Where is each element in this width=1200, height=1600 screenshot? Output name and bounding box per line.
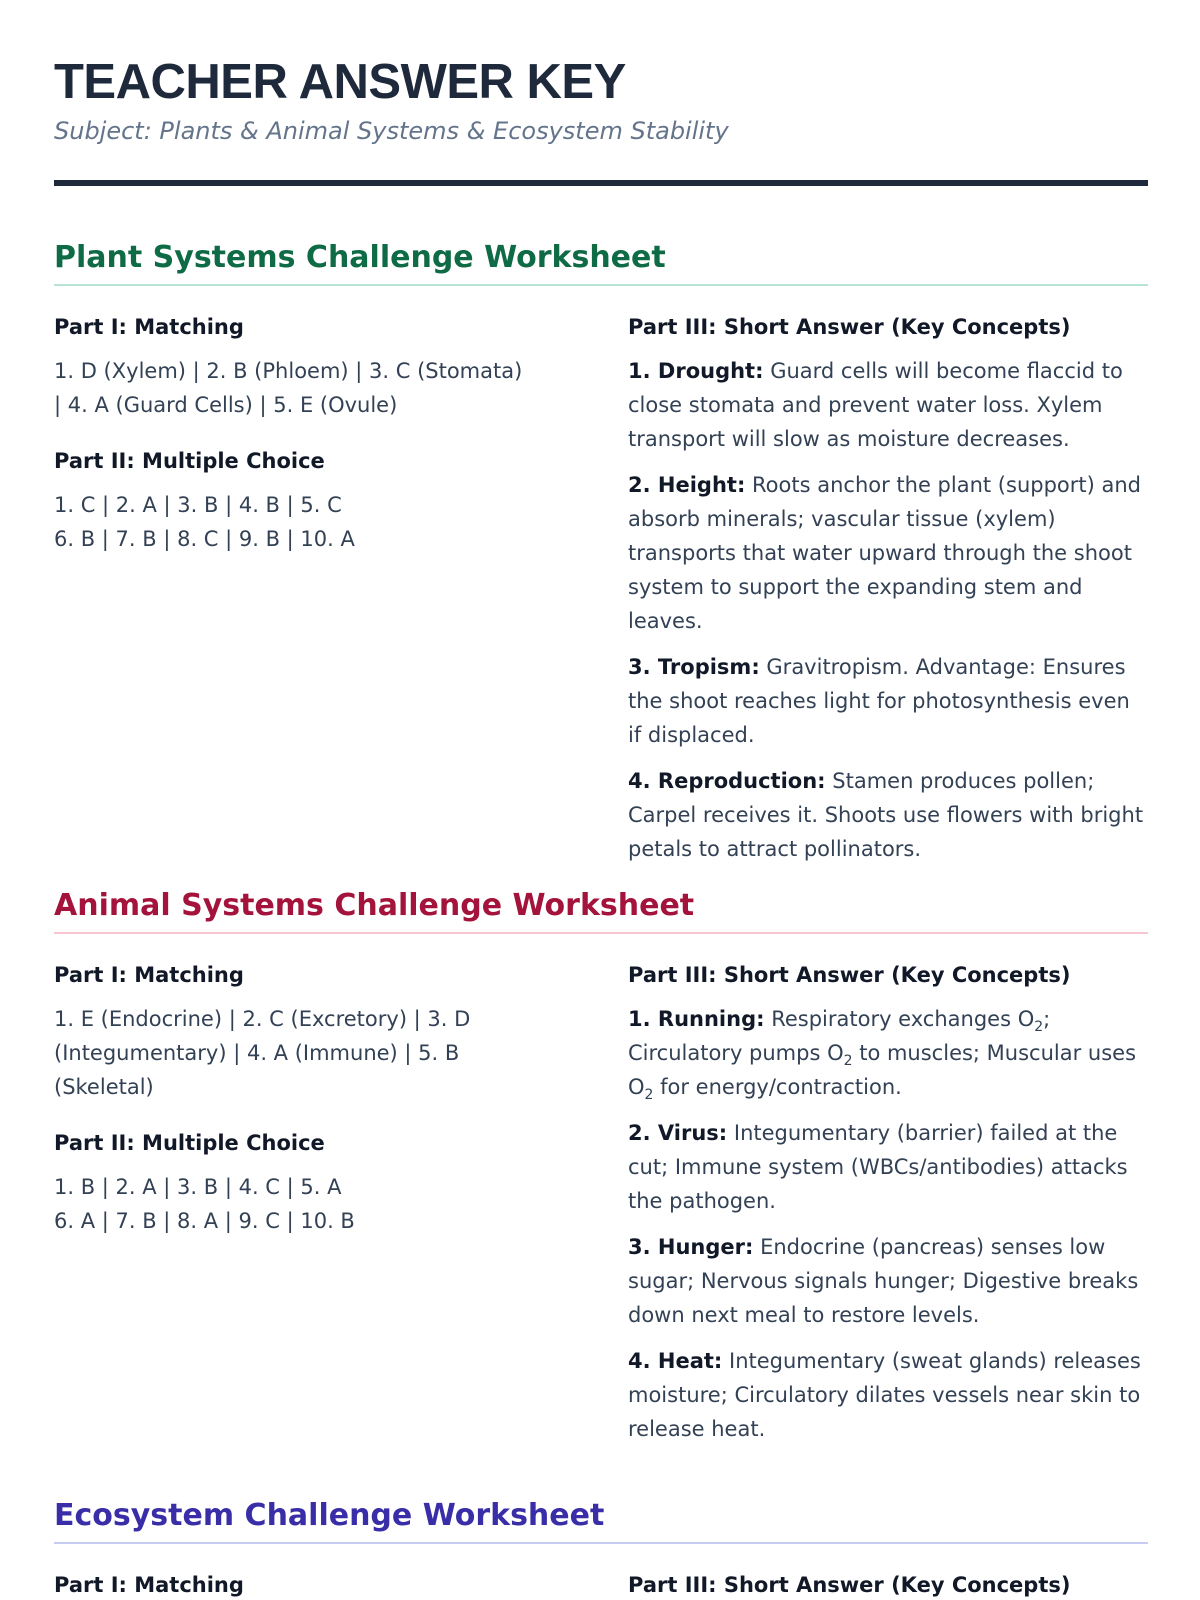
answer-label: 1. Drought:	[628, 359, 764, 383]
animal-section	[54, 886, 1148, 1441]
ecosystem-part1-heading: Part I: Matching	[54, 1573, 244, 1597]
subscript: 2	[644, 1087, 654, 1104]
plant-answer-drought	[628, 354, 1148, 456]
plant-part1-heading: Part I: Matching	[54, 315, 244, 339]
plant-left-column	[54, 312, 534, 556]
plant-answer-height	[628, 468, 1148, 638]
ecosystem-section	[54, 1496, 1148, 1597]
animal-part1-answers: 1. E (Endocrine) | 2. C (Excretory) | 3. D (Integumentary) | 4. A (Immune) | 5. B (Skeletal)	[54, 1007, 471, 1099]
animal-part1-heading: Part I: Matching	[54, 963, 244, 987]
animal-section-divider	[54, 932, 1148, 934]
animal-part2-line2: 6. A | 7. B | 8. A | 9. C | 10. B	[54, 1209, 355, 1233]
plant-part2-answers	[54, 488, 534, 556]
answer-label: 4. Reproduction:	[628, 769, 826, 793]
answer-label: 4. Heat:	[628, 1349, 723, 1373]
plant-section-divider	[54, 284, 1148, 286]
animal-part2-line1: 1. B | 2. A | 3. B | 4. C | 5. A	[54, 1175, 342, 1199]
subscript: 2	[1034, 1019, 1044, 1036]
animal-left-column	[54, 960, 534, 1238]
animal-part2-answers	[54, 1170, 534, 1238]
answer-label: 3. Tropism:	[628, 655, 760, 679]
animal-right-column	[628, 960, 1148, 1446]
plant-part2-line2: 6. B | 7. B | 8. C | 9. B | 10. A	[54, 527, 355, 551]
answer-text: Integumentary (barrier) failed at the cut; Immune system (WBCs/antibodies) attacks the pathogen.	[628, 1121, 1128, 1213]
plant-answer-tropism	[628, 650, 1148, 752]
animal-section-title: Animal Systems Challenge Worksheet	[54, 888, 695, 923]
answer-label: 3. Hunger:	[628, 1235, 754, 1259]
answer-text: Roots anchor the plant (support) and absorb minerals; vascular tissue (xylem) transports that water upward through the shoot system to support the expanding stem and leaves.	[628, 473, 1142, 633]
answer-text: Stamen produces pollen; Carpel receives it. Shoots use flowers with bright petals to attract pollinators.	[628, 769, 1144, 861]
answer-text: Gravitropism. Advantage: Ensures the shoot reaches light for photosynthesis even if displaced.	[628, 655, 1130, 747]
plant-part2-heading: Part II: Multiple Choice	[54, 449, 325, 473]
answer-text: Endocrine (pancreas) senses low sugar; Nervous signals hunger; Digestive breaks down next meal to restore levels.	[628, 1235, 1139, 1327]
plant-section	[54, 238, 1148, 861]
answer-label: 2. Virus:	[628, 1121, 728, 1145]
ecosystem-left-column	[54, 1570, 534, 1600]
plant-right-column	[628, 312, 1148, 866]
plant-answer-reproduction	[628, 764, 1148, 866]
ecosystem-part3-heading: Part III: Short Answer (Key Concepts)	[628, 1573, 1071, 1597]
plant-part3-heading: Part III: Short Answer (Key Concepts)	[628, 315, 1071, 339]
animal-answer-virus	[628, 1116, 1148, 1218]
ecosystem-right-column	[628, 1570, 1148, 1600]
plant-part2-line1: 1. C | 2. A | 3. B | 4. B | 5. C	[54, 493, 342, 517]
plant-part1-answers: 1. D (Xylem) | 2. B (Phloem) | 3. C (Stomata) | 4. A (Guard Cells) | 5. E (Ovule)	[54, 359, 523, 417]
animal-answer-heat	[628, 1344, 1148, 1446]
animal-answer-running	[628, 1002, 1148, 1104]
ecosystem-section-divider	[54, 1542, 1148, 1544]
animal-part2-heading: Part II: Multiple Choice	[54, 1131, 325, 1155]
animal-answer-hunger	[628, 1230, 1148, 1332]
document-header	[54, 52, 1148, 146]
answer-label: 2. Height:	[628, 473, 746, 497]
answer-text: Guard cells will become flaccid to close stomata and prevent water loss. Xylem transport will slow as moisture decreases.	[628, 359, 1123, 451]
answer-text: Respiratory exchanges O	[771, 1007, 1035, 1031]
page-title: TEACHER ANSWER KEY	[54, 55, 626, 109]
header-divider	[54, 180, 1148, 186]
answer-text: for energy/contraction.	[653, 1075, 902, 1099]
page-subtitle: Subject: Plants & Animal Systems & Ecosystem Stability	[54, 117, 729, 145]
answer-label: 1. Running:	[628, 1007, 765, 1031]
answer-text: ; Circulatory pumps O	[628, 1007, 1051, 1065]
ecosystem-section-title: Ecosystem Challenge Worksheet	[54, 1498, 605, 1533]
answer-text: Integumentary (sweat glands) releases moisture; Circulatory dilates vessels near skin to release heat.	[628, 1349, 1141, 1441]
subscript: 2	[843, 1053, 853, 1070]
plant-section-title: Plant Systems Challenge Worksheet	[54, 240, 666, 275]
animal-part3-heading: Part III: Short Answer (Key Concepts)	[628, 963, 1071, 987]
answer-text: to muscles; Muscular uses O	[628, 1041, 1137, 1099]
